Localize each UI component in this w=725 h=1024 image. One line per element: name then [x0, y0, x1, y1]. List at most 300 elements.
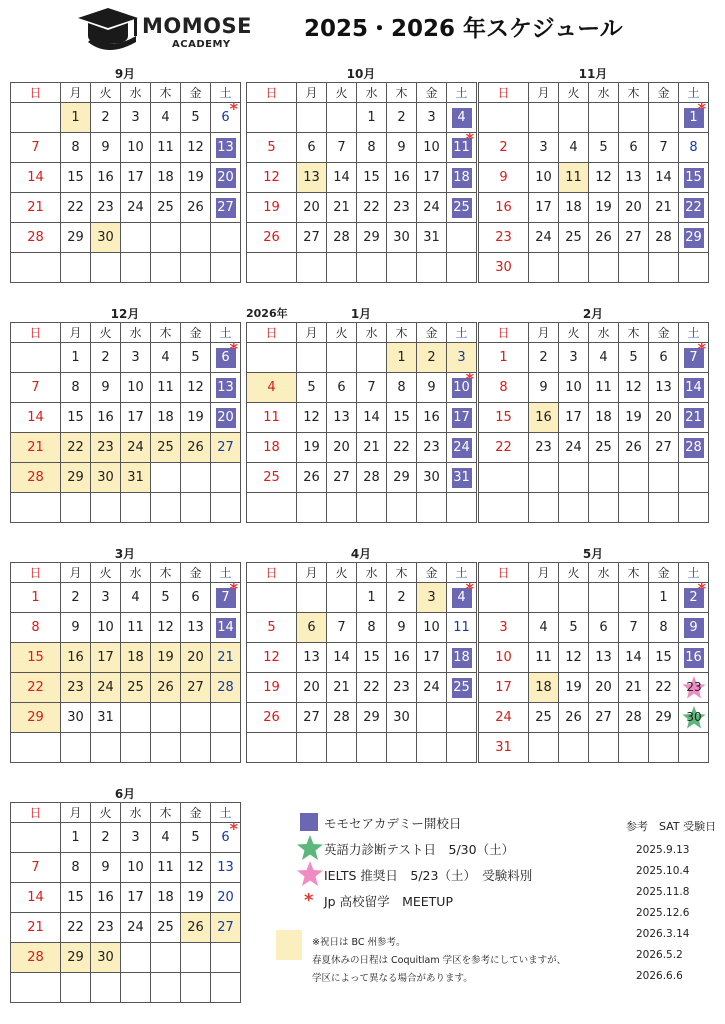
day-number: 11	[157, 140, 174, 155]
day-cell	[559, 673, 589, 703]
day-number: 12	[303, 410, 320, 425]
day-number: 23	[97, 440, 114, 455]
day-number: 12	[187, 380, 204, 395]
day-cell	[357, 463, 387, 493]
day-cell	[11, 913, 61, 943]
day-cell	[121, 343, 151, 373]
day-cell	[387, 343, 417, 373]
weekday-label: 土	[679, 83, 709, 103]
weekday-header-row	[479, 563, 709, 583]
day-cell	[11, 433, 61, 463]
day-number: 4	[131, 590, 140, 605]
month-grid	[478, 82, 709, 283]
weekday-label: 水	[121, 83, 151, 103]
day-cell	[181, 853, 211, 883]
empty-cell	[211, 973, 241, 1003]
month-calendar	[246, 546, 476, 763]
day-cell	[327, 703, 357, 733]
day-number: 16	[423, 410, 440, 425]
weekday-label: 月	[529, 83, 559, 103]
day-number: 3	[499, 620, 508, 635]
day-cell	[417, 223, 447, 253]
day-number: 11	[263, 410, 280, 425]
week-row	[11, 133, 241, 163]
day-cell	[181, 193, 211, 223]
weekday-header-row	[247, 323, 477, 343]
day-number: 3	[457, 350, 466, 365]
day-number: 18	[565, 200, 582, 215]
week-row	[247, 163, 477, 193]
day-number: 5	[191, 110, 200, 125]
empty-cell	[11, 493, 61, 523]
open-day-number: 13	[216, 138, 236, 158]
day-number: 27	[217, 440, 234, 455]
notes	[312, 934, 566, 988]
day-cell	[559, 703, 589, 733]
day-number: 19	[263, 200, 280, 215]
empty-cell	[357, 343, 387, 373]
day-number: 26	[187, 440, 204, 455]
header	[0, 0, 725, 60]
weekday-label: 金	[417, 83, 447, 103]
open-day-number: 18	[452, 168, 472, 188]
month-calendar	[10, 786, 240, 1003]
day-number: 20	[655, 410, 672, 425]
week-row	[11, 823, 241, 853]
day-cell	[11, 613, 61, 643]
day-cell	[447, 403, 477, 433]
day-cell	[297, 463, 327, 493]
month-header	[478, 546, 708, 562]
week-row	[247, 373, 477, 403]
day-cell	[181, 343, 211, 373]
day-number: 25	[157, 440, 174, 455]
week-row	[479, 583, 709, 613]
meetup-asterisk-icon: *	[697, 579, 706, 598]
day-number: 4	[267, 380, 276, 395]
day-cell	[679, 133, 709, 163]
day-cell	[447, 643, 477, 673]
day-number: 26	[263, 710, 280, 725]
day-number: 10	[423, 620, 440, 635]
day-cell	[11, 223, 61, 253]
day-cell	[387, 193, 417, 223]
day-cell	[529, 163, 559, 193]
day-cell	[559, 613, 589, 643]
day-number: 10	[127, 140, 144, 155]
day-number: 9	[397, 140, 406, 155]
day-number: 30	[495, 260, 512, 275]
day-number: 25	[565, 230, 582, 245]
weekday-label: 金	[417, 563, 447, 583]
day-cell	[387, 583, 417, 613]
day-cell	[181, 433, 211, 463]
empty-cell	[417, 493, 447, 523]
month-grid	[246, 562, 477, 763]
day-cell	[619, 133, 649, 163]
day-cell	[91, 643, 121, 673]
day-number: 15	[495, 410, 512, 425]
day-number: 26	[187, 200, 204, 215]
day-cell	[387, 433, 417, 463]
month-title: 12月	[110, 307, 140, 321]
day-cell	[357, 193, 387, 223]
empty-cell	[91, 733, 121, 763]
day-number: 21	[27, 920, 44, 935]
day-number: 14	[27, 170, 44, 185]
month-calendar	[10, 66, 240, 283]
day-number: 5	[191, 350, 200, 365]
empty-cell	[297, 253, 327, 283]
weekday-label: 水	[357, 83, 387, 103]
empty-cell	[121, 943, 151, 973]
week-row	[11, 433, 241, 463]
day-number: 22	[495, 440, 512, 455]
day-number: 22	[655, 680, 672, 695]
day-number: 15	[67, 890, 84, 905]
month-grid	[478, 322, 709, 523]
empty-cell	[211, 493, 241, 523]
day-cell	[61, 883, 91, 913]
open-day-number: 10	[452, 378, 472, 398]
week-row	[11, 103, 241, 133]
day-cell	[589, 193, 619, 223]
day-number: 17	[535, 200, 552, 215]
meetup-asterisk-icon: *	[229, 579, 238, 598]
day-number: 3	[131, 110, 140, 125]
month-calendar	[478, 546, 708, 763]
day-cell	[649, 643, 679, 673]
day-cell	[11, 193, 61, 223]
day-number: 1	[367, 590, 376, 605]
empty-cell	[387, 493, 417, 523]
day-cell	[479, 403, 529, 433]
empty-cell	[91, 493, 121, 523]
day-number: 19	[303, 440, 320, 455]
day-cell	[327, 463, 357, 493]
day-cell	[649, 163, 679, 193]
day-cell	[529, 433, 559, 463]
week-row	[11, 943, 241, 973]
day-cell	[181, 583, 211, 613]
day-cell	[297, 613, 327, 643]
day-number: 8	[367, 620, 376, 635]
day-number: 5	[161, 590, 170, 605]
day-number: 20	[625, 200, 642, 215]
day-number: 21	[27, 440, 44, 455]
week-row	[247, 613, 477, 643]
week-row	[479, 643, 709, 673]
weekday-label: 水	[121, 563, 151, 583]
day-number: 16	[495, 200, 512, 215]
meetup-asterisk-icon: *	[229, 339, 238, 358]
empty-cell	[589, 103, 619, 133]
day-number: 22	[363, 680, 380, 695]
day-number: 26	[565, 710, 582, 725]
month-calendar	[246, 306, 476, 523]
day-number: 16	[97, 410, 114, 425]
day-cell	[417, 163, 447, 193]
open-day-number: 1	[684, 108, 704, 128]
empty-cell	[121, 493, 151, 523]
empty-cell	[11, 343, 61, 373]
day-cell	[181, 403, 211, 433]
day-number: 24	[565, 440, 582, 455]
day-number: 20	[303, 200, 320, 215]
month-title: 6月	[114, 787, 136, 801]
empty-cell	[447, 493, 477, 523]
weekday-label: 月	[297, 83, 327, 103]
week-row	[247, 343, 477, 373]
day-number: 18	[535, 680, 552, 695]
day-cell	[417, 613, 447, 643]
week-row	[479, 463, 709, 493]
day-cell	[61, 373, 91, 403]
day-number: 13	[217, 860, 234, 875]
day-number: 30	[67, 710, 84, 725]
day-cell	[151, 913, 181, 943]
week-row	[11, 403, 241, 433]
day-cell	[61, 943, 91, 973]
weekday-header-row	[11, 563, 241, 583]
day-cell	[479, 133, 529, 163]
day-number: 30	[97, 230, 114, 245]
week-row	[11, 973, 241, 1003]
day-number: 5	[569, 620, 578, 635]
day-cell	[357, 673, 387, 703]
empty-cell	[297, 493, 327, 523]
weekday-label: 土	[447, 563, 477, 583]
day-number: 24	[535, 230, 552, 245]
week-row	[247, 583, 477, 613]
month-header	[478, 306, 708, 322]
empty-cell	[529, 253, 559, 283]
empty-cell	[387, 253, 417, 283]
day-number: 21	[217, 650, 234, 665]
day-cell	[589, 343, 619, 373]
day-cell	[61, 133, 91, 163]
day-cell	[479, 733, 529, 763]
day-cell	[417, 643, 447, 673]
day-cell	[297, 643, 327, 673]
empty-cell	[211, 253, 241, 283]
day-cell	[151, 613, 181, 643]
day-cell	[11, 133, 61, 163]
day-cell	[479, 703, 529, 733]
day-number: 23	[686, 680, 702, 694]
weekday-label: 木	[151, 803, 181, 823]
day-cell	[357, 613, 387, 643]
day-cell	[91, 673, 121, 703]
day-cell	[91, 943, 121, 973]
day-cell	[181, 673, 211, 703]
day-number: 16	[97, 170, 114, 185]
day-number: 20	[333, 440, 350, 455]
weekday-label: 火	[559, 323, 589, 343]
day-cell	[417, 433, 447, 463]
day-cell	[151, 403, 181, 433]
day-cell	[357, 103, 387, 133]
day-number: 18	[595, 410, 612, 425]
empty-cell	[327, 253, 357, 283]
day-cell	[357, 703, 387, 733]
month-title: 10月	[346, 67, 376, 81]
day-number: 18	[157, 410, 174, 425]
day-number: 25	[157, 920, 174, 935]
day-cell	[649, 613, 679, 643]
open-day-number: 20	[216, 408, 236, 428]
day-cell	[679, 673, 709, 703]
weekday-label: 金	[417, 323, 447, 343]
day-cell	[387, 703, 417, 733]
day-cell	[61, 913, 91, 943]
day-cell	[211, 133, 241, 163]
weekday-label: 木	[151, 563, 181, 583]
empty-cell	[649, 463, 679, 493]
day-cell	[357, 223, 387, 253]
month-grid	[10, 802, 241, 1003]
empty-cell	[151, 973, 181, 1003]
weekday-label: 水	[121, 803, 151, 823]
day-cell	[447, 129, 477, 163]
empty-cell	[297, 343, 327, 373]
month-calendar	[10, 546, 240, 763]
day-cell	[211, 613, 241, 643]
weekday-label: 月	[61, 83, 91, 103]
day-number: 24	[127, 200, 144, 215]
weekday-label: 土	[211, 83, 241, 103]
day-cell	[91, 463, 121, 493]
day-cell	[91, 823, 121, 853]
day-number: 5	[267, 140, 276, 155]
day-number: 20	[303, 680, 320, 695]
day-number: 19	[595, 200, 612, 215]
day-number: 19	[625, 410, 642, 425]
day-cell	[61, 103, 91, 133]
weekday-label: 火	[327, 323, 357, 343]
empty-cell	[559, 463, 589, 493]
day-cell	[61, 433, 91, 463]
weekday-label: 火	[559, 83, 589, 103]
month-title: 2月	[582, 307, 604, 321]
month-title: 11月	[578, 67, 608, 81]
day-cell	[91, 223, 121, 253]
empty-cell	[297, 583, 327, 613]
day-cell	[247, 163, 297, 193]
day-number: 22	[393, 440, 410, 455]
weekday-label: 金	[181, 563, 211, 583]
empty-cell	[589, 583, 619, 613]
empty-cell	[151, 493, 181, 523]
day-cell	[181, 643, 211, 673]
day-number: 12	[595, 170, 612, 185]
empty-cell	[181, 493, 211, 523]
empty-cell	[181, 703, 211, 733]
day-cell	[679, 643, 709, 673]
day-number: 19	[187, 170, 204, 185]
asterisk-icon: *	[304, 890, 314, 911]
pink-star-icon	[296, 860, 324, 888]
day-number: 29	[27, 710, 44, 725]
day-number: 7	[629, 620, 638, 635]
empty-cell	[649, 493, 679, 523]
weekday-label: 木	[619, 563, 649, 583]
sat-date: 2026.6.6	[636, 970, 683, 982]
empty-cell	[121, 733, 151, 763]
day-number: 31	[495, 740, 512, 755]
day-number: 2	[101, 110, 110, 125]
day-cell	[679, 403, 709, 433]
day-number: 21	[333, 680, 350, 695]
day-cell	[589, 673, 619, 703]
empty-cell	[679, 493, 709, 523]
day-number: 5	[599, 140, 608, 155]
day-cell	[649, 403, 679, 433]
day-cell	[559, 163, 589, 193]
day-number: 10	[535, 170, 552, 185]
month-header	[246, 66, 476, 82]
day-number: 16	[67, 650, 84, 665]
day-number: 22	[67, 440, 84, 455]
weekday-label: 火	[327, 83, 357, 103]
open-day-number: 25	[452, 198, 472, 218]
day-cell	[649, 703, 679, 733]
day-cell	[151, 643, 181, 673]
weekday-label: 水	[589, 563, 619, 583]
day-number: 10	[127, 860, 144, 875]
week-row	[11, 853, 241, 883]
day-number: 12	[157, 620, 174, 635]
day-cell	[61, 163, 91, 193]
legend-english-test-label: 英語力診断テスト日 5/30（土）	[324, 842, 515, 857]
day-cell	[327, 433, 357, 463]
day-cell	[649, 433, 679, 463]
day-number: 6	[337, 380, 346, 395]
day-number: 6	[221, 110, 230, 125]
day-number: 1	[367, 110, 376, 125]
week-row	[247, 403, 477, 433]
day-number: 9	[539, 380, 548, 395]
day-cell	[61, 343, 91, 373]
day-number: 25	[595, 440, 612, 455]
day-cell	[529, 673, 559, 703]
empty-cell	[151, 253, 181, 283]
day-cell	[327, 193, 357, 223]
day-number: 8	[367, 140, 376, 155]
month-title: 5月	[582, 547, 604, 561]
day-cell	[11, 853, 61, 883]
graduation-cap-icon	[74, 6, 140, 56]
day-number: 22	[67, 920, 84, 935]
day-number: 7	[31, 140, 40, 155]
meetup-asterisk-icon: *	[697, 99, 706, 118]
weekday-label: 月	[61, 323, 91, 343]
day-cell	[91, 103, 121, 133]
day-cell	[181, 133, 211, 163]
open-day-number: 4	[452, 108, 472, 128]
week-row	[11, 493, 241, 523]
sat-title: 参考 SAT 受験日	[626, 820, 717, 833]
day-cell	[297, 403, 327, 433]
day-number: 15	[363, 170, 380, 185]
day-cell	[679, 703, 709, 733]
day-cell	[61, 703, 91, 733]
day-cell	[297, 163, 327, 193]
day-cell	[211, 193, 241, 223]
weekday-label: 月	[61, 563, 91, 583]
day-cell	[529, 403, 559, 433]
day-cell	[91, 343, 121, 373]
